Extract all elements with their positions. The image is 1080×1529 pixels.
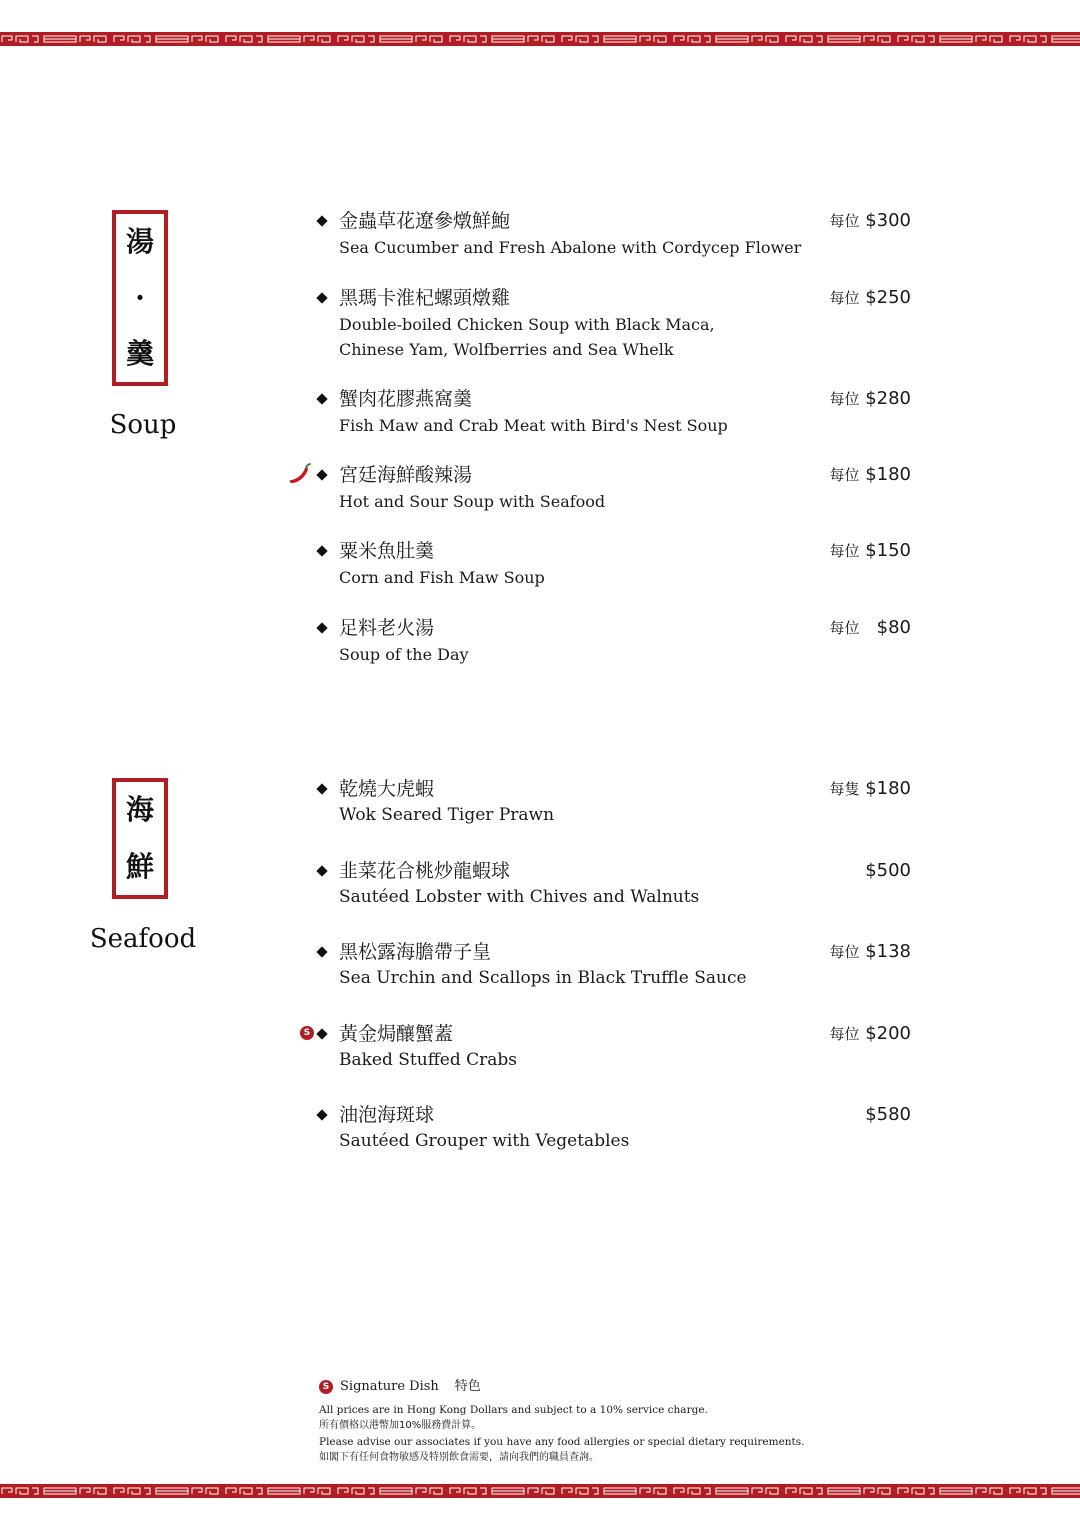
dish-price (829, 777, 911, 801)
menu-item (318, 616, 918, 676)
diamond-bullet-icon (316, 865, 327, 876)
dish-price (829, 463, 911, 487)
dish-name-zh: 黃金焗釀蟹蓋 (339, 1023, 454, 1045)
dish-price (829, 286, 911, 310)
price-value: $250 (865, 287, 911, 308)
soup-box-char: 羹 (125, 337, 154, 370)
soup-box-char: · (135, 281, 145, 314)
price-unit: 每位 (829, 542, 860, 560)
service-charge-note-zh: 所有價格以港幣加10%服務費計算。 (319, 1420, 482, 1431)
dish-name-en: Sea Urchin and Scallops in Black Truffle Sauce (339, 968, 747, 988)
price-unit: 每位 (829, 390, 860, 408)
signature-legend-zh: 特色 (454, 1379, 481, 1394)
price-unit: 每位 (829, 212, 860, 230)
dish-name-en: Hot and Sour Soup with Seafood (339, 492, 606, 511)
price-value: $138 (865, 941, 911, 962)
diamond-bullet-icon (316, 393, 327, 404)
menu-item (318, 1103, 918, 1163)
price-value: $180 (865, 778, 911, 799)
dish-name-zh: 金蟲草花遼參燉鮮鮑 (339, 210, 511, 232)
dish-price (829, 616, 911, 640)
price-value: $280 (865, 388, 911, 409)
signature-icon: S (319, 1380, 333, 1394)
dish-price (829, 387, 911, 411)
dish-price (859, 859, 911, 883)
diamond-bullet-icon (316, 469, 327, 480)
dish-name-en: Fish Maw and Crab Meat with Bird's Nest Soup (339, 416, 728, 435)
price-value: $200 (865, 1023, 911, 1044)
seafood-box-char: 鮮 (125, 849, 154, 883)
dish-name-en: Baked Stuffed Crabs (339, 1050, 518, 1070)
dish-name-zh: 油泡海斑球 (339, 1104, 435, 1126)
menu-item (318, 940, 918, 1000)
allergy-note-en: Please advise our associates if you have any food allergies or special dietary requirements. (319, 1436, 805, 1448)
seafood-section-box (112, 778, 168, 899)
seafood-box-char: 海 (125, 793, 154, 827)
dish-name-zh: 粟米魚肚羹 (339, 540, 435, 562)
price-unit: 每位 (829, 289, 860, 307)
price-value: $180 (865, 464, 911, 485)
diamond-bullet-icon (316, 545, 327, 556)
service-charge-note-en: All prices are in Hong Kong Dollars and subject to a 10% service charge. (319, 1404, 708, 1416)
diamond-bullet-icon (316, 946, 327, 957)
soup-section-title: Soup (109, 410, 177, 440)
dish-price (829, 940, 911, 964)
dish-name-zh: 蟹肉花膠燕窩羹 (339, 388, 473, 410)
dish-name-en: Sautéed Grouper with Vegetables (339, 1131, 630, 1151)
price-unit: 每位 (829, 1025, 860, 1043)
dish-price (829, 539, 911, 563)
menu-item (318, 777, 918, 837)
price-value: $150 (865, 540, 911, 561)
seafood-section-title: Seafood (89, 924, 197, 954)
soup-section-box (112, 210, 168, 386)
bottom-border-pattern (0, 1484, 1080, 1498)
menu-item (318, 387, 918, 447)
dish-name-zh: 韭菜花合桃炒龍蝦球 (339, 860, 511, 882)
dish-name-zh: 乾燒大虎蝦 (339, 778, 435, 800)
menu-item (318, 539, 918, 599)
menu-item (303, 1022, 918, 1082)
menu-item (318, 209, 918, 269)
dish-name-en: Soup of the Day (339, 645, 469, 664)
dish-price (829, 1022, 911, 1046)
dish-name-en: Sautéed Lobster with Chives and Walnuts (339, 887, 700, 907)
dish-name-en: Sea Cucumber and Fresh Abalone with Cordycep Flower (339, 238, 802, 257)
menu-item (318, 286, 918, 366)
diamond-bullet-icon (316, 783, 327, 794)
soup-box-char: 湯 (125, 225, 154, 258)
chili-pepper-icon (288, 463, 312, 485)
dish-name-zh: 黑松露海膽帶子皇 (339, 941, 492, 963)
menu-item (318, 859, 918, 919)
price-unit: 每隻 (829, 780, 860, 798)
price-value: $80 (865, 617, 911, 638)
price-value: $580 (865, 1104, 911, 1125)
price-unit: 每位 (829, 943, 860, 961)
dish-name-zh: 黑瑪卡淮杞螺頭燉雞 (339, 287, 511, 309)
price-value: $300 (865, 210, 911, 231)
dish-name-en: Wok Seared Tiger Prawn (339, 805, 555, 825)
price-value: $500 (865, 860, 911, 881)
dish-name-zh: 足料老火湯 (339, 617, 435, 639)
signature-icon: S (300, 1026, 314, 1040)
diamond-bullet-icon (316, 1028, 327, 1039)
diamond-bullet-icon (316, 292, 327, 303)
diamond-bullet-icon (316, 215, 327, 226)
price-unit: 每位 (829, 619, 860, 637)
diamond-bullet-icon (316, 1109, 327, 1120)
diamond-bullet-icon (316, 622, 327, 633)
dish-name-en: Corn and Fish Maw Soup (339, 568, 545, 587)
dish-name-zh: 宮廷海鮮酸辣湯 (339, 464, 473, 486)
dish-price (859, 1103, 911, 1127)
dish-price (829, 209, 911, 233)
top-border-pattern (0, 32, 1080, 46)
allergy-note-zh: 如閣下有任何食物敏感及特別飲食需要，請向我們的職員查詢。 (319, 1452, 599, 1463)
menu-footer (319, 1378, 959, 1466)
signature-legend-en: Signature Dish (340, 1379, 439, 1394)
menu-item (318, 463, 918, 523)
price-unit: 每位 (829, 466, 860, 484)
dish-name-en: Double-boiled Chicken Soup with Black Maca, Chinese Yam, Wolfberries and Sea Whelk (339, 315, 715, 359)
signature-legend (319, 1378, 959, 1396)
